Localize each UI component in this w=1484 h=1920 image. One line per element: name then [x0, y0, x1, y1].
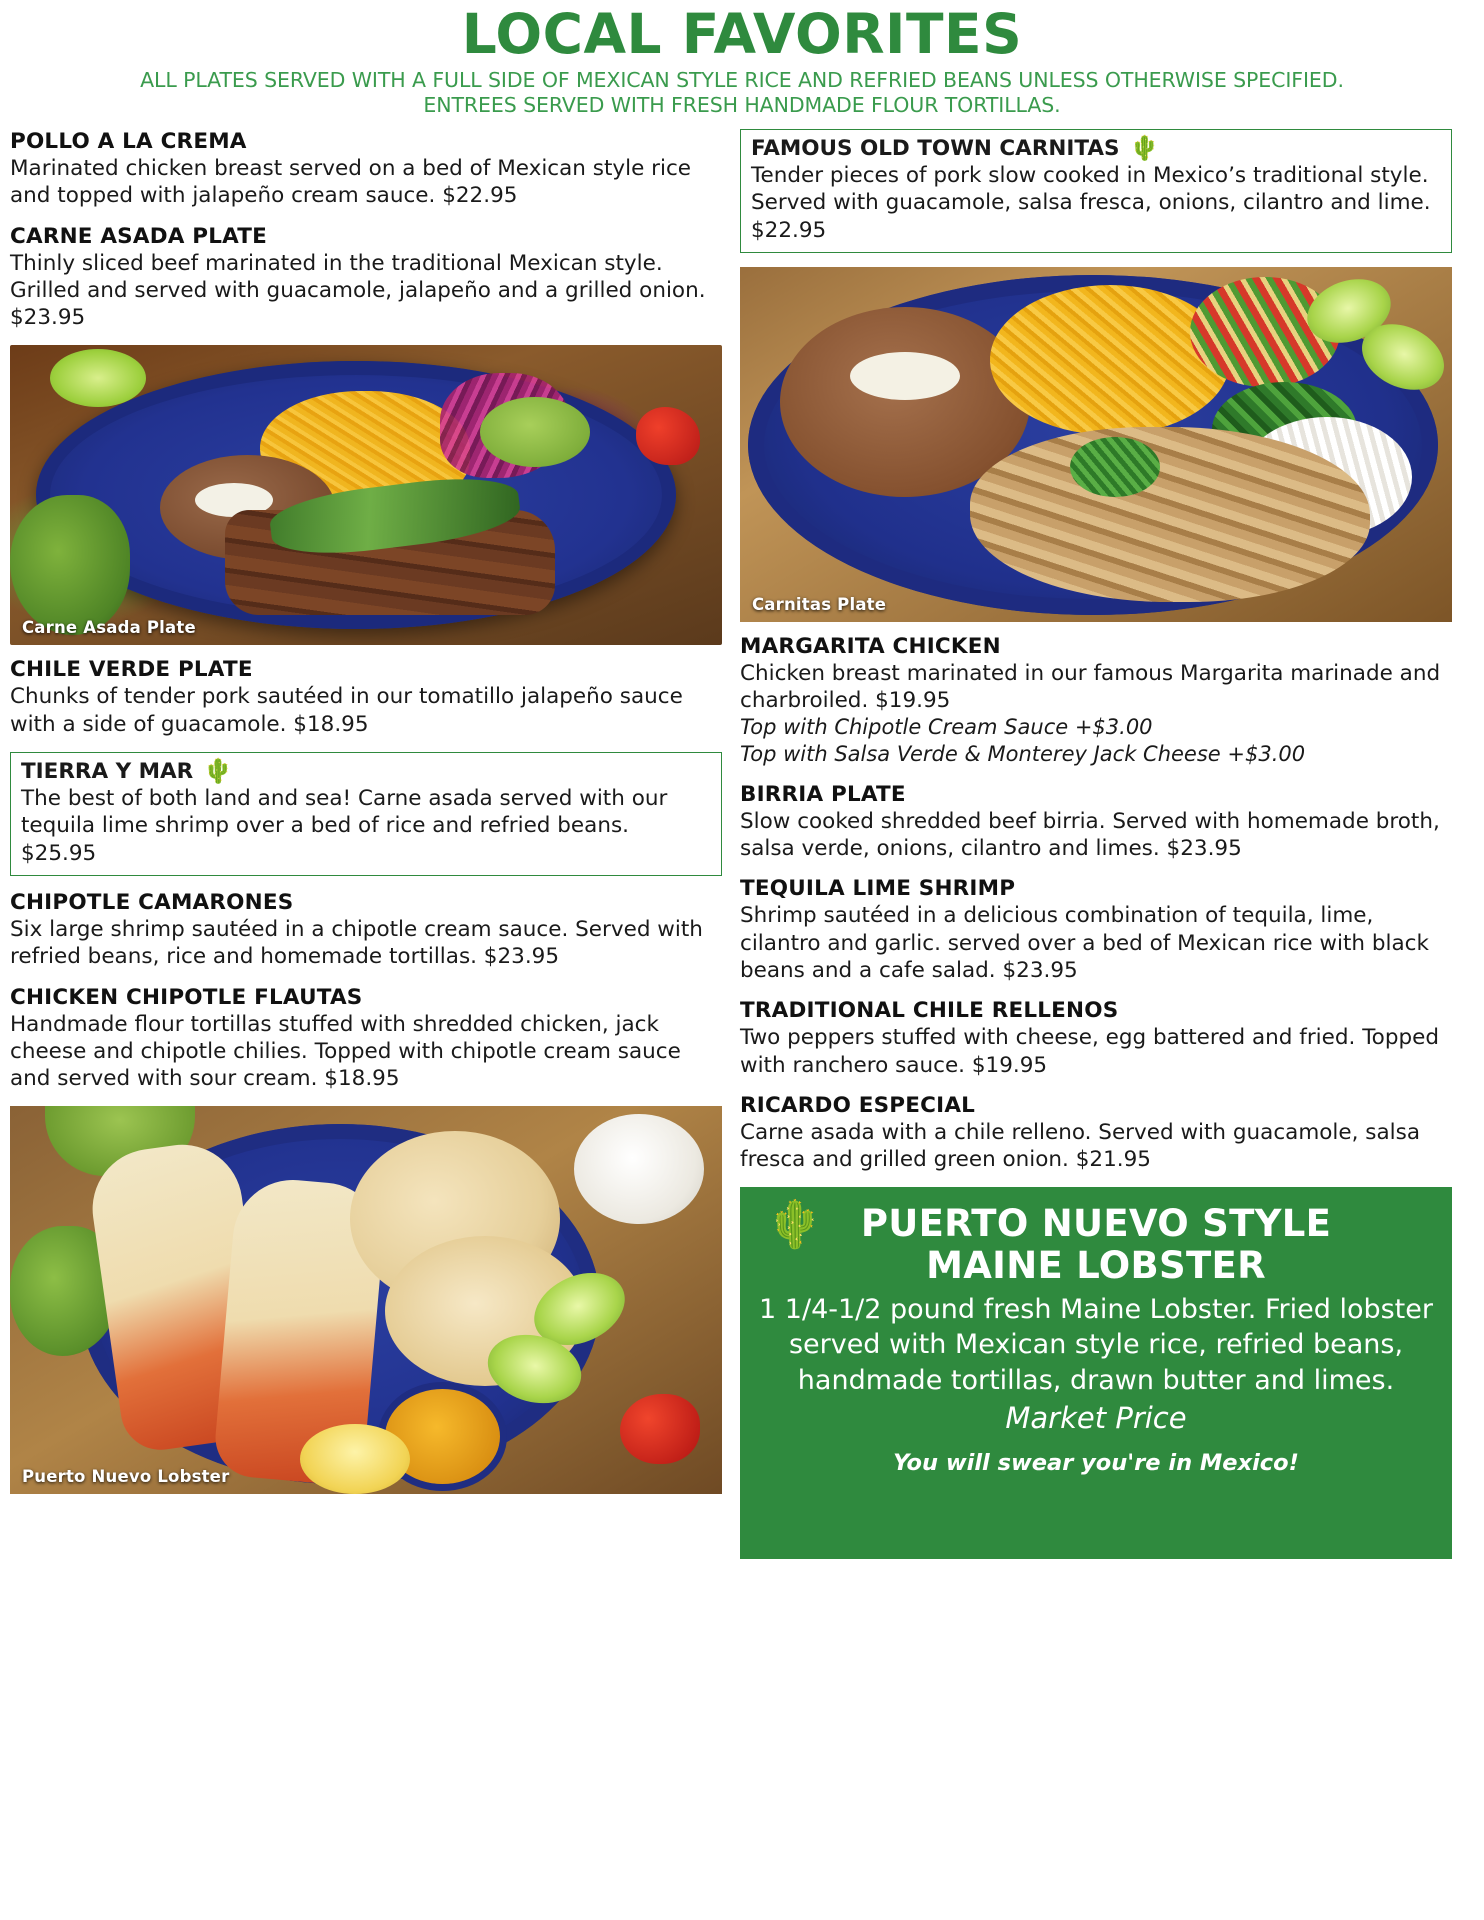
- puerto-nuevo-lobster-promo: [740, 1187, 1452, 1559]
- menu-item-name: CARNE ASADA PLATE: [10, 223, 268, 249]
- menu-item-birria-plate: [740, 782, 1452, 863]
- menu-item-traditional-chile-rellenos: [740, 998, 1452, 1079]
- lemon-wedge: [300, 1424, 410, 1494]
- menu-columns: [10, 129, 1474, 1559]
- menu-item-pollo-a-la-crema: [10, 129, 722, 210]
- header-subtitle: [10, 68, 1474, 119]
- menu-item-name: CHIPOTLE CAMARONES: [10, 889, 294, 915]
- promo-title: [758, 1197, 1434, 1287]
- red-chile-garnish: [620, 1394, 700, 1464]
- carnitas-pork: [970, 427, 1370, 602]
- puerto-nuevo-lobster-photo: [10, 1106, 722, 1494]
- page-title: LOCAL FAVORITES: [461, 2, 1023, 66]
- menu-item-description: Chunks of tender pork sautéed in our tomatillo jalapeño sauce with a side of guacamole. $18.95: [10, 684, 683, 737]
- menu-item-name: MARGARITA CHICKEN: [740, 633, 1001, 659]
- menu-item-name: CHILE VERDE PLATE: [10, 657, 253, 683]
- menu-item-description: Tender pieces of pork slow cooked in Mexico’s traditional style. Served with guacamole, salsa fresca, onions, cilantro and lime. $22.95: [751, 163, 1431, 243]
- promo-title-line2: MAINE LOBSTER: [926, 1243, 1266, 1287]
- right-column: [740, 129, 1452, 1559]
- menu-item-name: TRADITIONAL CHILE RELLENOS: [740, 998, 1119, 1024]
- menu-item-name: RICARDO ESPECIAL: [740, 1092, 976, 1118]
- page-header: [10, 2, 1474, 119]
- menu-item-name: TIERRA Y MAR: [21, 759, 194, 785]
- menu-item-carne-asada-plate: [10, 224, 722, 332]
- red-chile-garnish: [636, 407, 700, 465]
- menu-item-chile-verde-plate: [10, 657, 722, 738]
- promo-description: 1 1/4-1/2 pound fresh Maine Lobster. Fried lobster served with Mexican style rice, refried beans, handmade tortillas, drawn butter and limes.: [759, 1294, 1433, 1396]
- menu-item-chicken-chipotle-flautas: [10, 985, 722, 1093]
- menu-item-description: Six large shrimp sautéed in a chipotle cream sauce. Served with refried beans, rice and homemade tortillas. $23.95: [10, 916, 703, 970]
- menu-item-ricardo-especial: [740, 1093, 1452, 1174]
- header-subtitle-line1: ALL PLATES SERVED WITH A FULL SIDE OF MEXICAN STYLE RICE AND REFRIED BEANS UNLESS OTHERWISE SPECIFIED.: [140, 67, 1344, 92]
- photo-caption: Puerto Nuevo Lobster: [22, 1467, 230, 1487]
- rice-portion: [990, 285, 1230, 435]
- promo-title-line1: PUERTO NUEVO STYLE: [860, 1202, 1332, 1246]
- menu-item-description: Chicken breast marinated in our famous Margarita marinade and charbroiled. $19.95: [740, 660, 1441, 714]
- menu-item-description: Marinated chicken breast served on a bed of Mexican style rice and topped with jalapeño cream sauce. $22.95: [10, 156, 692, 209]
- menu-item-name-row: [751, 133, 1441, 162]
- menu-item-description: Two peppers stuffed with cheese, egg battered and fried. Topped with ranchero sauce. $19.95: [740, 1025, 1440, 1078]
- herb-garnish: [1070, 437, 1160, 497]
- carne-asada-plate-photo: [10, 345, 722, 645]
- menu-item-tierra-y-mar: [10, 752, 722, 876]
- menu-item-tequila-lime-shrimp: [740, 876, 1452, 984]
- header-subtitle-line2: ENTREES SERVED WITH FRESH HANDMADE FLOUR TORTILLAS.: [423, 93, 1061, 118]
- photo-caption: Carnitas Plate: [752, 594, 887, 614]
- promo-price: Market Price: [1005, 1400, 1187, 1435]
- menu-item-name: BIRRIA PLATE: [740, 781, 906, 807]
- sauce-bowl: [574, 1114, 704, 1224]
- menu-item-chipotle-camarones: [10, 890, 722, 971]
- menu-item-name: TEQUILA LIME SHRIMP: [740, 876, 1016, 902]
- left-column: [10, 129, 722, 1559]
- guacamole-portion: [480, 397, 590, 467]
- menu-item-option-1: Top with Chipotle Cream Sauce +$3.00: [740, 715, 1153, 740]
- menu-item-description: Shrimp sautéed in a delicious combination of tequila, lime, cilantro and garlic. served over a bed of Mexican rice with black beans and a cafe salad. $23.95: [740, 903, 1429, 983]
- menu-item-description: Handmade flour tortillas stuffed with shredded chicken, jack cheese and chipotle chilies. Topped with chipotle cream sauce and served with sour cream. $18.95: [10, 1011, 681, 1092]
- cactus-icon: 🌵: [1129, 133, 1160, 162]
- menu-item-option-2: Top with Salsa Verde & Monterey Jack Cheese +$3.00: [740, 742, 1306, 767]
- promo-tagline: You will swear you're in Mexico!: [893, 1450, 1299, 1477]
- menu-item-famous-old-town-carnitas: [740, 129, 1452, 253]
- menu-item-description: Carne asada with a chile relleno. Served with guacamole, salsa fresca and grilled green onion. $21.95: [740, 1119, 1421, 1173]
- menu-item-description: The best of both land and sea! Carne asada served with our tequila lime shrimp over a bed of rice and refried beans. $25.95: [21, 786, 668, 866]
- menu-item-name: CHICKEN CHIPOTLE FLAUTAS: [10, 984, 363, 1010]
- menu-item-description: Slow cooked shredded beef birria. Served with homemade broth, salsa verde, onions, cilantro and limes. $23.95: [740, 808, 1440, 862]
- photo-caption: Carne Asada Plate: [22, 618, 196, 638]
- menu-item-name: FAMOUS OLD TOWN CARNITAS: [751, 136, 1120, 161]
- menu-item-margarita-chicken: [740, 634, 1452, 768]
- menu-item-name: POLLO A LA CREMA: [10, 129, 247, 154]
- carnitas-plate-photo: [740, 267, 1452, 622]
- cactus-icon: 🌵: [766, 1197, 824, 1252]
- avocado-garnish: [10, 495, 130, 635]
- cactus-icon: 🌵: [203, 756, 234, 785]
- menu-item-description: Thinly sliced beef marinated in the traditional Mexican style. Grilled and served with guacamole, jalapeño and a grilled onion. $23.95: [10, 250, 706, 331]
- menu-item-name-row: [21, 756, 711, 785]
